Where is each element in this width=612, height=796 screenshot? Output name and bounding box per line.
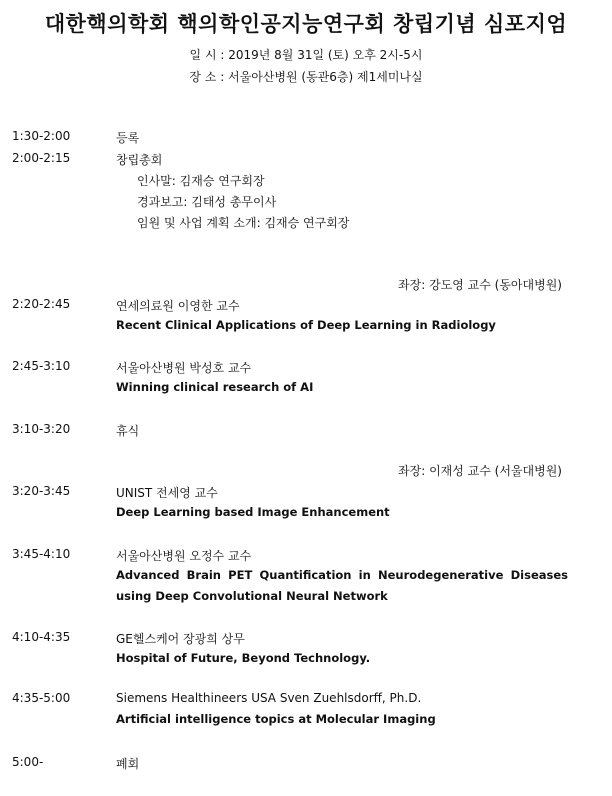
break-label: 휴식 <box>116 424 140 438</box>
talk-speaker: 서울아산병원 오정수 교수 <box>116 549 252 563</box>
talk-time: 4:10-4:35 <box>12 630 71 644</box>
talk-time: 3:45-4:10 <box>12 547 71 561</box>
assembly-time: 2:00-2:15 <box>12 151 71 165</box>
talk-title: Recent Clinical Applications of Deep Learning in Radiology <box>116 318 496 332</box>
talk-title: Artificial intelligence topics at Molecular Imaging <box>116 712 436 726</box>
talk-speaker: 연세의료원 이영한 교수 <box>116 299 240 313</box>
registration-label: 등록 <box>116 131 140 145</box>
place-line: 장 소 : 서울아산병원 (동관6층) 제1세미나실 <box>189 70 423 84</box>
talk-time: 2:20-2:45 <box>12 297 71 311</box>
talk-speaker: UNIST 전세영 교수 <box>116 486 218 500</box>
closing-time: 5:00- <box>12 755 44 769</box>
registration-time: 1:30-2:00 <box>12 129 71 143</box>
talk-title: Advanced Brain PET Quantification in Neurodegenerative Diseases <box>116 568 568 582</box>
talk-speaker: GE헬스케어 장광희 상무 <box>116 632 245 646</box>
assembly-item: 경과보고: 김태성 총무이사 <box>137 195 277 209</box>
talk-time: 2:45-3:10 <box>12 359 71 373</box>
assembly-label: 창립총회 <box>116 153 163 167</box>
talk-speaker: Siemens Healthineers USA Sven Zuehlsdorff, Ph.D. <box>116 691 422 705</box>
session-chair: 좌장: 강도영 교수 (동아대병원) <box>398 278 562 292</box>
talk-title: Hospital of Future, Beyond Technology. <box>116 651 371 665</box>
assembly-item: 임원 및 사업 계획 소개: 김재승 연구회장 <box>137 216 350 230</box>
talk-title-continued: using Deep Convolutional Neural Network <box>116 589 388 603</box>
talk-title: Deep Learning based Image Enhancement <box>116 505 390 519</box>
date-line: 일 시 : 2019년 8월 31일 (토) 오후 2시-5시 <box>189 48 423 62</box>
talk-time: 3:20-3:45 <box>12 484 71 498</box>
talk-time: 4:35-5:00 <box>12 691 71 705</box>
assembly-item: 인사말: 김재승 연구회장 <box>137 174 265 188</box>
closing-label: 폐회 <box>116 757 140 771</box>
talk-speaker: 서울아산병원 박성호 교수 <box>116 361 252 375</box>
break-time: 3:10-3:20 <box>12 422 71 436</box>
talk-title: Winning clinical research of AI <box>116 380 314 394</box>
session-chair: 좌장: 이재성 교수 (서울대병원) <box>398 464 562 478</box>
page-title: 대한핵의학회 핵의학인공지능연구회 창립기념 심포지엄 <box>44 11 568 36</box>
